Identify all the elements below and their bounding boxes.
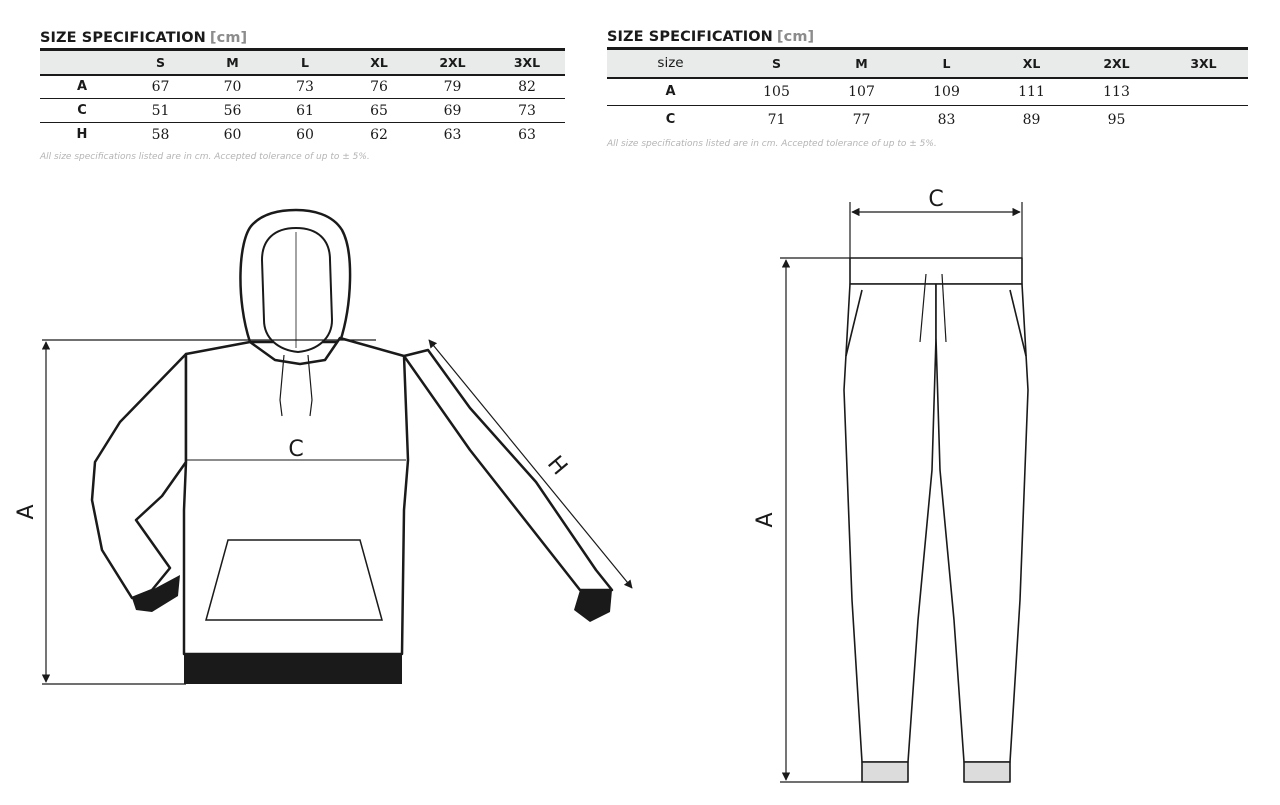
table-cell: 60 <box>223 126 242 143</box>
table-cell <box>1159 78 1248 106</box>
row-label: C <box>665 112 676 128</box>
table-cell: 89 <box>1022 111 1041 128</box>
table-cell: 58 <box>151 126 170 143</box>
row-label: C <box>77 103 87 118</box>
table-cell: 63 <box>518 126 536 143</box>
table-cell: 111 <box>1018 83 1045 100</box>
spec-title-text: SIZE SPECIFICATION <box>607 29 773 45</box>
table-cell: 105 <box>763 83 790 100</box>
table-cell: 109 <box>933 83 960 100</box>
header-size-xl: XL <box>370 54 388 70</box>
table-row <box>607 106 1248 134</box>
header-size-m: M <box>226 54 239 70</box>
header-size-s: S <box>155 54 165 70</box>
table-cell: 51 <box>151 102 170 119</box>
left-sleeve <box>92 354 186 598</box>
tolerance-note: All size specifications listed are in cm. Accepted tolerance of up to ± 5%. <box>40 151 370 162</box>
pants-size-table <box>607 47 1248 134</box>
table-cell: 60 <box>296 126 314 143</box>
table-cell: 63 <box>443 126 462 143</box>
header-size-2xl: 2XL <box>1103 55 1130 71</box>
table-cell: 107 <box>848 83 875 100</box>
table-cell: 76 <box>370 78 388 95</box>
table-cell: 82 <box>518 78 536 95</box>
dimension-c-label: C <box>288 437 304 462</box>
row-label: H <box>76 127 88 143</box>
header-size-2xl: 2XL <box>439 54 466 70</box>
hoodie-size-table <box>40 48 565 147</box>
header-corner <box>40 50 124 75</box>
table-cell: 73 <box>518 102 536 119</box>
header-size-l: L <box>301 54 309 70</box>
pants-spec-title <box>607 27 1248 47</box>
table-cell: 56 <box>223 102 242 119</box>
hood-opening <box>262 228 332 352</box>
spec-unit: [cm] <box>776 29 815 45</box>
spec-title-text: SIZE SPECIFICATION <box>40 30 206 46</box>
table-cell: 71 <box>767 111 786 128</box>
table-cell: 61 <box>296 102 314 119</box>
table-header-row <box>40 50 565 75</box>
left-leg <box>844 284 936 762</box>
table-cell: 77 <box>852 111 871 128</box>
table-cell: 113 <box>1103 83 1130 100</box>
row-label: A <box>76 79 88 95</box>
table-cell: 62 <box>370 126 388 143</box>
table-cell <box>1159 106 1248 134</box>
dimension-a-label: A <box>14 504 39 520</box>
table-cell: 69 <box>443 102 462 119</box>
hoodie-waistband <box>184 654 402 684</box>
header-size-xl: XL <box>1022 55 1041 71</box>
pants-waistband <box>850 258 1022 284</box>
table-header-row <box>607 49 1248 78</box>
right-cuff <box>964 762 1010 782</box>
dimension-a-label: A <box>753 512 778 528</box>
header-corner: size <box>657 55 684 72</box>
tolerance-note: All size specifications listed are in cm. Accepted tolerance of up to ± 5%. <box>607 138 937 149</box>
kangaroo-pocket <box>206 540 382 620</box>
header-size-3xl: 3XL <box>1190 55 1217 71</box>
header-size-l: L <box>942 55 951 71</box>
row-label: A <box>665 84 676 100</box>
right-sleeve <box>404 350 612 590</box>
table-row <box>607 78 1248 106</box>
hoodie-spec-title <box>40 28 565 48</box>
table-cell: 83 <box>937 111 956 128</box>
table-cell: 67 <box>151 78 170 95</box>
dimension-h-label: H <box>542 451 572 481</box>
header-size-m: M <box>855 55 868 71</box>
hoodie-illustration <box>0 170 660 700</box>
dimension-c-label: C <box>928 187 944 212</box>
table-cell: 79 <box>443 78 462 95</box>
table-cell: 73 <box>296 78 314 95</box>
spec-unit: [cm] <box>209 30 248 46</box>
table-cell: 95 <box>1107 111 1126 128</box>
table-row <box>40 123 565 147</box>
table-row <box>40 75 565 99</box>
table-row <box>40 99 565 123</box>
table-cell: 65 <box>370 102 388 119</box>
left-cuff <box>862 762 908 782</box>
header-size-3xl: 3XL <box>513 54 541 70</box>
right-leg <box>936 284 1028 762</box>
header-size-s: S <box>771 55 781 71</box>
pants-illustration <box>600 170 1160 800</box>
hoodie-size-spec <box>40 28 565 162</box>
pants-size-spec <box>607 27 1248 149</box>
table-cell: 70 <box>223 78 242 95</box>
